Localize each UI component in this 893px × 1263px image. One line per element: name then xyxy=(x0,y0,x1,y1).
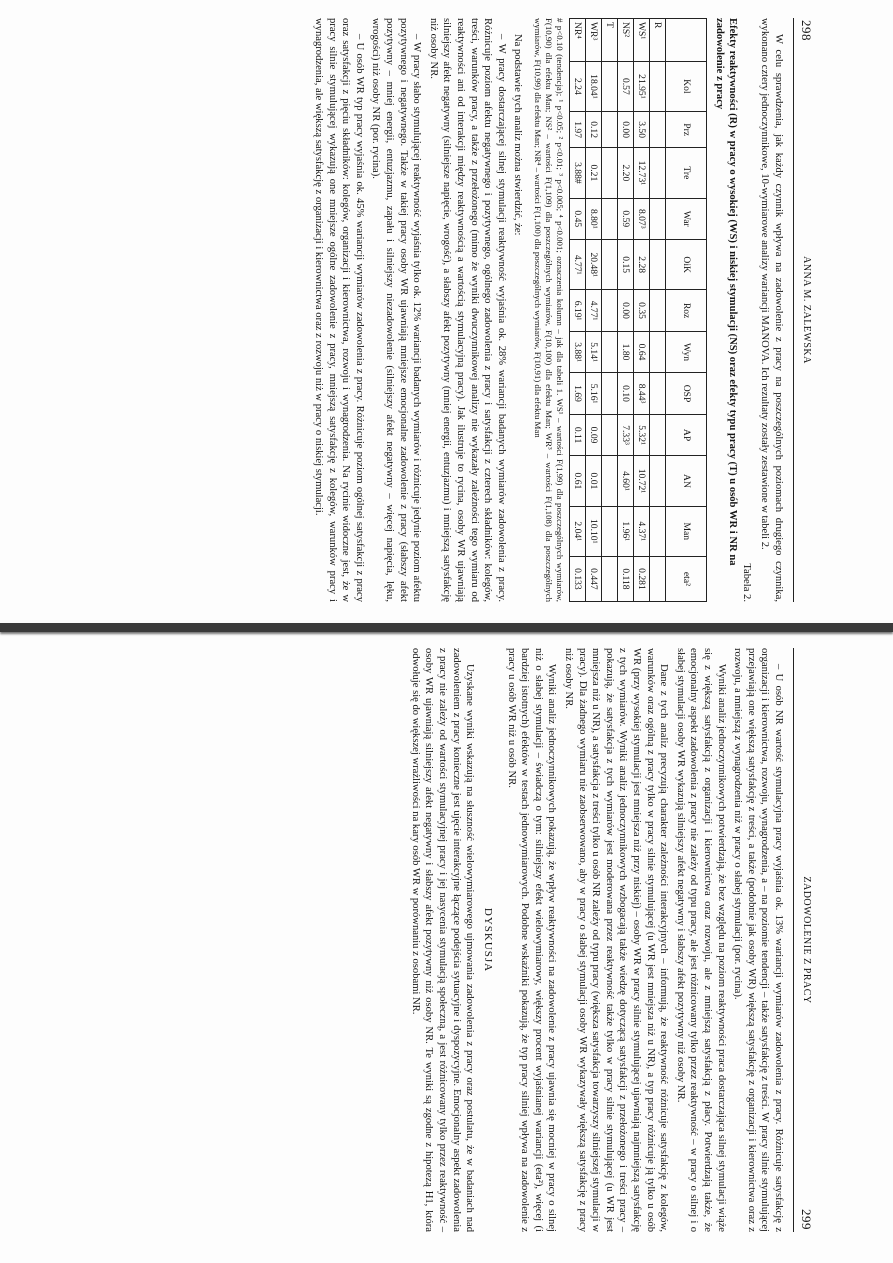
body-paragraph: Wyniki analiz jednoczynnikowych pokazują, że wpływ reaktywności na zadowolenie z pracy ujawnia się mocniej w pracy o silnej niż o słabej stymulacji – świadczą o tym: silniejszy efekt wielowymiarowy, większy procent wyjaśnianej wariancji (eta²), więcej (i bardziej istotnych) efektów w testach jednowymiarowych. Podobne wskaźniki pokazują, że typ pracy silniej wpływa na zadowolenie z pracy u osób WR niż u osób NR. xyxy=(505,648,558,1232)
table-cell: 5.32¹ xyxy=(634,414,650,456)
table-cell: 0.01 xyxy=(586,456,602,506)
table-cell: 0.447 xyxy=(586,556,602,601)
table-cell xyxy=(602,556,618,601)
table-cell: 0.11 xyxy=(570,414,586,456)
table-cell: 10.10¹ xyxy=(586,506,602,556)
table-cell: 4.37¹ xyxy=(634,506,650,556)
table-cell: 12.73¹ xyxy=(634,148,650,198)
table-row xyxy=(650,19,666,602)
table-cell: 18.04¹ xyxy=(586,61,602,111)
column-header: Kol xyxy=(666,61,707,111)
table-cell: 6.19¹ xyxy=(570,290,586,332)
table-cell xyxy=(602,148,618,198)
table-cell: 0.59 xyxy=(618,198,634,240)
column-header: OSP xyxy=(666,373,707,415)
table-cell xyxy=(602,456,618,506)
column-header: Prz xyxy=(666,112,707,148)
right-page xyxy=(0,640,818,1240)
table-cell xyxy=(650,61,666,111)
table-cell: 0.15 xyxy=(618,240,634,290)
column-header: Man xyxy=(666,506,707,556)
table-cell: 2.20 xyxy=(618,148,634,198)
table-number: Tabela 2. xyxy=(740,563,752,602)
row-label: NR⁴ xyxy=(570,19,586,62)
table-cell: 2.28 xyxy=(634,240,650,290)
table-cell xyxy=(602,112,618,148)
table-cell: 8.07³ xyxy=(634,198,650,240)
table-cell: 0.61 xyxy=(570,456,586,506)
body-paragraph: – W pracy słabo stymulującej reaktywność wyjaśnia tylko ok. 12% wariancji badanych wymiarów i różnicuje jedynie poziom afektu pozytywnego i negatywnego. Także w takiej pracy osoby WR ujawniają mniejsze emocjonalne zadowolenie z pracy (słabszy afekt pozytywny – mniej energii, entuzjazmu, zapału i silniejszy niezadowolenie (silniejszy afekt negatywny – więcej napięcia, lęku, wrogości) niż osoby NR (por. rycina). xyxy=(370,18,423,602)
table-header-row xyxy=(666,19,707,602)
table-row xyxy=(602,19,618,602)
body-paragraph: – U osób WR typ pracy wyjaśnia ok. 45% wariancji wymiarów zadowolenia z pracy. Różnicuje poziom ogólnej satysfakcji z pracy oraz satysfakcji z pięciu składników: kolegów, organizacji i kierownictwa, rozwoju i wynagrodzenia. Na rycinie widoczne jest, że w pracy silnie stymulującej wykazują one mniejsze ogólne zadowolenie z pracy, mniejszą satysfakcję z kolegów, warunków pracy i wynagrodzenia, ale większą satysfakcję z organizacji i kierownictwa oraz z rozwoju niż w pracy o niskiej stymulacji. xyxy=(313,18,365,602)
table-cell: 0.57 xyxy=(618,61,634,111)
table-cell xyxy=(602,240,618,290)
table-cell xyxy=(602,373,618,415)
table-cell xyxy=(650,456,666,506)
running-head xyxy=(793,648,818,1232)
table-cell: 21.95¹ xyxy=(634,61,650,111)
column-header: Tre xyxy=(666,148,707,198)
table-row xyxy=(586,19,602,602)
intro-paragraph: W celu sprawdzenia, jak każdy czynnik wpływa na zadowolenie z pracy na poszczególnych poziomach drugiego czynnika, wykonano cztery jednoczynnikowe, 10-wymiarowe analizy wariancji MANOVA. Ich rezultaty zostały zestawione w tabeli 2. xyxy=(759,18,784,602)
table-cell: 0.00 xyxy=(618,112,634,148)
table-cell: 0.45 xyxy=(570,198,586,240)
row-label: NS² xyxy=(618,19,634,62)
table-body xyxy=(570,19,666,602)
table-cell: 1.69 xyxy=(570,373,586,415)
table-cell xyxy=(650,331,666,373)
body-paragraph: – U osób NR wartość stymulacyjna pracy wyjaśnia ok. 13% wariancji wymiarów zadowolenia z pracy. Różnicuje satysfakcję z organizacji i kierownictwa, rozwoju, wynagrodzenia, a – na poziomie tendencji – także satysfakcję z treści. W pracy silnie stymulującej przejawiają one większą satysfakcję z treści, a także (podobnie jak osoby WR) większą satysfakcję z organizacji i kierownictwa oraz z rozwoju, a mniejszą z wynagrodzenia niż w pracy o słabej stymulacji (por. rycina). xyxy=(732,648,784,1232)
table-cell xyxy=(650,373,666,415)
row-label: R xyxy=(650,19,666,62)
table-cell: 10.72¹ xyxy=(634,456,650,506)
table-cell xyxy=(602,61,618,111)
table-cell xyxy=(650,556,666,601)
row-label: T xyxy=(602,19,618,62)
table-cell xyxy=(602,414,618,456)
body-paragraph: – W pracy dostarczającej silnej stymulacji reaktywność wyjaśnia ok. 28% wariancji badanych wymiarów zadowolenia z pracy. Różnicuje poziom afektu negatywnego i pozytywnego, ogólnego zadowolenia z pracy i satysfakcji z czterech składników: kolegów, treści, warunków pracy, a także z przełożonego (mimo że wyniki dwuczynnikowej analizy nie wykazały zależności tego wymiaru od reaktywności ani od interakcji między reaktywnością a wartością stymulacyjną pracy). Jak ilustruje to rycina, osoby WR ujawniają silniejszy afekt negatywny (silniejsze napięcie, wrogość), a słabszy afekt pozytywny (mniej energii, entuzjazmu) i mniejszą satysfakcję niż osoby NR. xyxy=(427,18,507,602)
table-footnote: # p<0.10 (tendencja); ¹ p<0.05; ² p<0.01; ³ p<0.005; ⁴ p<0.001; oznaczenia kolumn – jak dla tabeli 1. WS¹ – wartości F(1,99) dla poszczególnych wymiarów, F(10,90) dla efektu Man; NS² – wartości F(1,109) dla poszczególnych wymiarów, F(10,100) dla efektu Man; WR³ – wartości F(1,108) dla poszczególnych wymiarów, F(10,99) dla efektu Man; NR⁴ – wartości F(1,100) dla poszczególnych wymiarów, F(10,91) dla efektu Man xyxy=(533,18,566,602)
table-row xyxy=(618,19,634,602)
table-cell: 0.118 xyxy=(618,556,634,601)
table-cell xyxy=(650,414,666,456)
table-cell: 4.77¹ xyxy=(570,240,586,290)
table-cell xyxy=(602,198,618,240)
page-number: 298 xyxy=(799,20,814,41)
table-title: Efekty reaktywności (R) w pracy o wysokiej (WS) i niskiej stymulacji (NS) oraz efekty typu pracy (T) u osób WR i NR na zadowolenie z pracy xyxy=(713,18,738,566)
table-row xyxy=(634,19,650,602)
table-cell: 0.12 xyxy=(586,112,602,148)
author-running-head: ANNA M. ZALEWSKA xyxy=(801,256,812,364)
column-header xyxy=(666,19,707,62)
body-paragraph: Dane z tych analiz precyzują charakter zależności interakcyjnych – informują, że reaktywność różnicuje satysfakcję z kolegów, warunków oraz ogólną z pracy tylko w pracy silnie stymulującej (u WR jest mniejsza niż u NR), a typ pracy różnicuje ją tylko u osób WR (przy wysokiej stymulacji jest mniejsza niż przy niskiej) – osoby WR w pracy silnie stymulującej ujawniają najmniejszą satysfakcję z tych wymiarów. Wyniki analiz jednoczynnikowych wzbogacają także wiedzę dotyczącą satysfakcji z przełożonego i treści pracy – pokazują, że satysfakcja z tych wymiarów jest moderowana przez reaktywność także tylko w pracy silnie stymulującej (u WR jest mniejsza niż u NR), a satysfakcja z treści tylko u osób NR zależy od typu pracy (większa satysfakcja towarzyszy silniejszej stymulacji w pracy). Dla żadnego wymiaru nie zaobserwowano, aby w pracy o słabej stymulacji osoby WR wykazywały większą satysfakcję z pracy niż osoby NR. xyxy=(563,648,670,1232)
table-cell: 5.14¹ xyxy=(586,331,602,373)
column-header: Wyn xyxy=(666,331,707,373)
body-paragraph: Wyniki analiz jednoczynnikowych potwierdzają, że bez względu na poziom reaktywności praca dostarczająca silnej stymulacji wiąże się z większą satysfakcją z organizacji i kierownictwa oraz rozwoju, ale z mniejszą satysfakcją z płacy. Potwierdzają także, że emocjonalny aspekt zadowolenia z pracy nie zależy od typu pracy, ale jest różnicowany tylko przez reaktywność – w pracy o silnej i o słabej stymulacji osoby WR wykazują silniejszy afekt negatywny i słabszy afekt pozytywny niż osoby NR. xyxy=(674,648,727,1232)
table-cell xyxy=(650,290,666,332)
table-cell xyxy=(602,331,618,373)
column-header: War xyxy=(666,198,707,240)
left-page xyxy=(0,10,818,610)
row-label: WS¹ xyxy=(634,19,650,62)
table-cell: 4.77¹ xyxy=(586,290,602,332)
table-cell: 2.24 xyxy=(570,61,586,111)
section-heading: DYSKUSJA xyxy=(482,907,495,973)
table-cell xyxy=(650,148,666,198)
table-cell: 0.21 xyxy=(586,148,602,198)
table-cell: 3.88# xyxy=(570,148,586,198)
table-cell: 7.33³ xyxy=(618,414,634,456)
table-cell xyxy=(650,240,666,290)
table-cell: 4.60¹ xyxy=(618,456,634,506)
table-cell: 1.97 xyxy=(570,112,586,148)
table-cell xyxy=(602,506,618,556)
page-gutter xyxy=(0,623,893,632)
table-cell: 0.64 xyxy=(634,331,650,373)
table-cell: 1.96¹ xyxy=(618,506,634,556)
table-cell: 5.16¹ xyxy=(586,373,602,415)
table-cell: 0.281 xyxy=(634,556,650,601)
column-header: Roz xyxy=(666,290,707,332)
row-label: WR³ xyxy=(586,19,602,62)
discussion-paragraph: Uzyskane wyniki wskazują na słuszność wielowymiarowego ujmowania zadowolenia z pracy oraz postulatu, że w badaniach nad zadowoleniem z pracy konieczne jest ujęcie interakcyjne łączące podejścia sytuacyjne i dyspozycyjne. Emocjonalny aspekt zadowolenia z pracy nie zależy od wartości stymulacyjnej pracy i jej nasycenia stymulacją społeczną, a jest różnicowany tylko przez reaktywność – osoby WR ujawniają silniejszy afekt negatywny i słabszy afekt pozytywny niż osoby NR. Te wyniki są zgodne z hipotezą H1, która odwołuje się do większej wrażliwości na kary osób WR w porównaniu z osobami NR. xyxy=(409,648,476,1232)
table-cell: 3.50 xyxy=(634,112,650,148)
column-header: OiK xyxy=(666,240,707,290)
column-header: eta² xyxy=(666,556,707,601)
title-running-head: ZADOWOLENIE Z PRACY xyxy=(801,876,812,1004)
page-number: 299 xyxy=(799,1209,814,1230)
table-cell: 1.80 xyxy=(618,331,634,373)
table-cell xyxy=(650,506,666,556)
table-cell xyxy=(650,112,666,148)
table-cell: 0.09 xyxy=(586,414,602,456)
table-cell: 0.00 xyxy=(618,290,634,332)
table-cell xyxy=(650,198,666,240)
table-cell: 0.133 xyxy=(570,556,586,601)
table-cell: 8.80¹ xyxy=(586,198,602,240)
column-header: AN xyxy=(666,456,707,506)
table-cell: 3.88¹ xyxy=(570,331,586,373)
table-row xyxy=(570,19,586,602)
column-header: AP xyxy=(666,414,707,456)
table-cell: 20.48¹ xyxy=(586,240,602,290)
table-cell: 0.10 xyxy=(618,373,634,415)
lead-sentence: Na podstawie tych analiz można stwierdzić, że: xyxy=(512,34,524,236)
table-cell xyxy=(602,290,618,332)
table-cell: 8.44³ xyxy=(634,373,650,415)
table-cell: 2.04¹ xyxy=(570,506,586,556)
running-head xyxy=(793,18,818,602)
results-table xyxy=(569,18,707,602)
table-cell: 0.35 xyxy=(634,290,650,332)
